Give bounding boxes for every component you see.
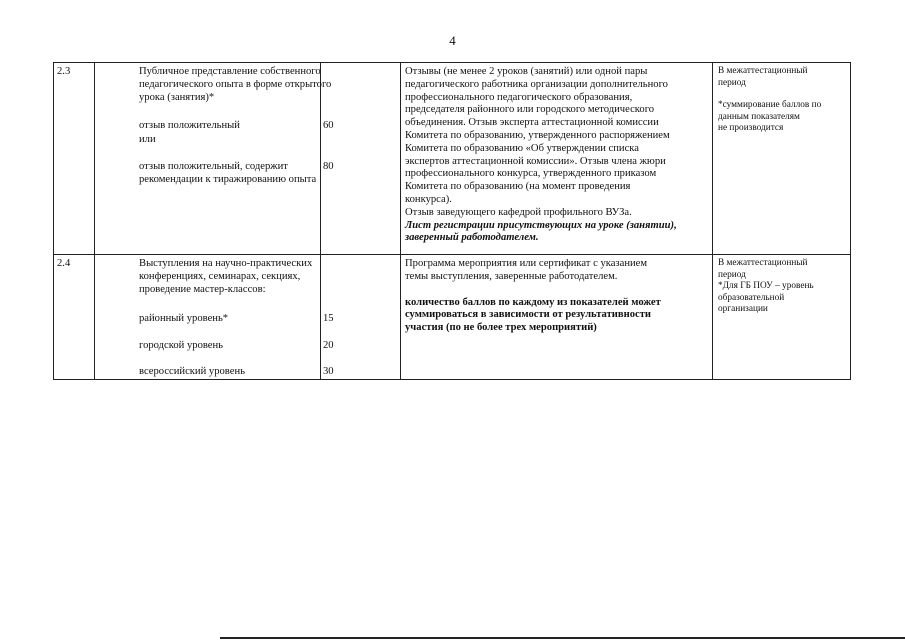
criterion-line: конференциях, семинарах, секциях, xyxy=(139,271,301,282)
evidence-bold-line: количество баллов по каждому из показателей может xyxy=(405,296,661,308)
evidence-line: объединения. Отзыв эксперта аттестационной комиссии xyxy=(405,117,659,129)
criterion-line: педагогического опыта в форме открытого xyxy=(139,79,332,90)
option-label: рекомендации к тиражированию опыта xyxy=(139,174,317,185)
note-line: образовательной xyxy=(718,292,785,303)
evidence-line: Программа мероприятия или сертификат с указанием xyxy=(405,258,648,269)
criterion-line: урока (занятия)* xyxy=(139,92,215,103)
table-row xyxy=(54,63,851,255)
criterion-line: Выступления на научно-практических xyxy=(139,258,313,269)
evidence-line: экспертов аттестационной комиссии». Отзыв члена жюри xyxy=(405,155,666,167)
evidence-cell xyxy=(401,63,713,255)
table-row xyxy=(54,255,851,380)
row-number: 2.4 xyxy=(57,258,71,269)
evidence-line: председателя районного или городского методического xyxy=(405,104,655,116)
option-label: или xyxy=(139,134,156,145)
option-label: городской уровень xyxy=(139,340,224,351)
evidence-emphasis-line: Лист регистрации присутствующих на уроке (занятии), xyxy=(405,219,677,231)
page-bottom-rule xyxy=(220,637,905,639)
option-label: отзыв положительный, содержит xyxy=(139,161,288,172)
evidence-line: Отзывы (не менее 2 уроков (занятий) или одной пары xyxy=(405,66,648,77)
evidence-emphasis-line: заверенный работодателем. xyxy=(405,232,539,244)
note-line: данным показателям xyxy=(718,111,800,122)
evidence-line: Комитета по образованию (на момент проведения xyxy=(405,181,631,193)
score-cell xyxy=(321,63,401,255)
criterion-line: Публичное представление собственного xyxy=(139,66,321,77)
period-line: В межаттестационный xyxy=(718,258,808,268)
option-label: районный уровень* xyxy=(139,313,229,324)
evidence-line: Отзыв заведующего кафедрой профильного ВУЗа. xyxy=(405,206,632,218)
score-cell xyxy=(321,255,401,380)
score-value: 20 xyxy=(323,340,334,351)
score-value: 15 xyxy=(323,313,334,324)
period-line: период xyxy=(718,269,746,280)
evidence-line: Комитета по образованию «Об утверждении списка xyxy=(405,142,639,154)
evidence-cell xyxy=(401,255,713,380)
evidence-bold-line: участия (по не более трех мероприятий) xyxy=(405,322,597,334)
period-cell xyxy=(713,255,851,380)
option-label: всероссийский уровень xyxy=(139,366,245,377)
criterion-cell xyxy=(95,255,321,380)
period-line: В межаттестационный xyxy=(718,66,808,76)
criteria-table xyxy=(53,62,851,380)
evidence-line: педагогического работника организации дополнительного xyxy=(405,78,668,90)
evidence-line: Комитета по образованию, утвержденного распоряжением xyxy=(405,129,670,141)
row-number: 2.3 xyxy=(57,66,71,77)
evidence-line: темы выступления, заверенные работодателем. xyxy=(405,270,618,282)
row-number-cell xyxy=(54,255,95,380)
score-value: 30 xyxy=(323,366,334,377)
period-cell xyxy=(713,63,851,255)
evidence-line: профессионального педагогического образования, xyxy=(405,91,633,103)
row-number-cell xyxy=(54,63,95,255)
score-value: 80 xyxy=(323,161,334,172)
option-label: отзыв положительный xyxy=(139,120,240,131)
period-line: период xyxy=(718,77,746,88)
criterion-line: проведение мастер-классов: xyxy=(139,284,266,295)
evidence-bold-line: суммироваться в зависимости от результативности xyxy=(405,309,652,321)
evidence-line: конкурса). xyxy=(405,193,452,205)
note-line: *Для ГБ ПОУ – уровень xyxy=(718,281,814,291)
evidence-line: профессионального конкурса, утвержденного приказом xyxy=(405,168,657,180)
page-number: 4 xyxy=(449,33,456,48)
note-line: организации xyxy=(718,304,768,314)
score-value: 60 xyxy=(323,120,334,131)
note-line: не производится xyxy=(718,123,784,133)
note-line: *суммирование баллов по xyxy=(718,100,822,110)
